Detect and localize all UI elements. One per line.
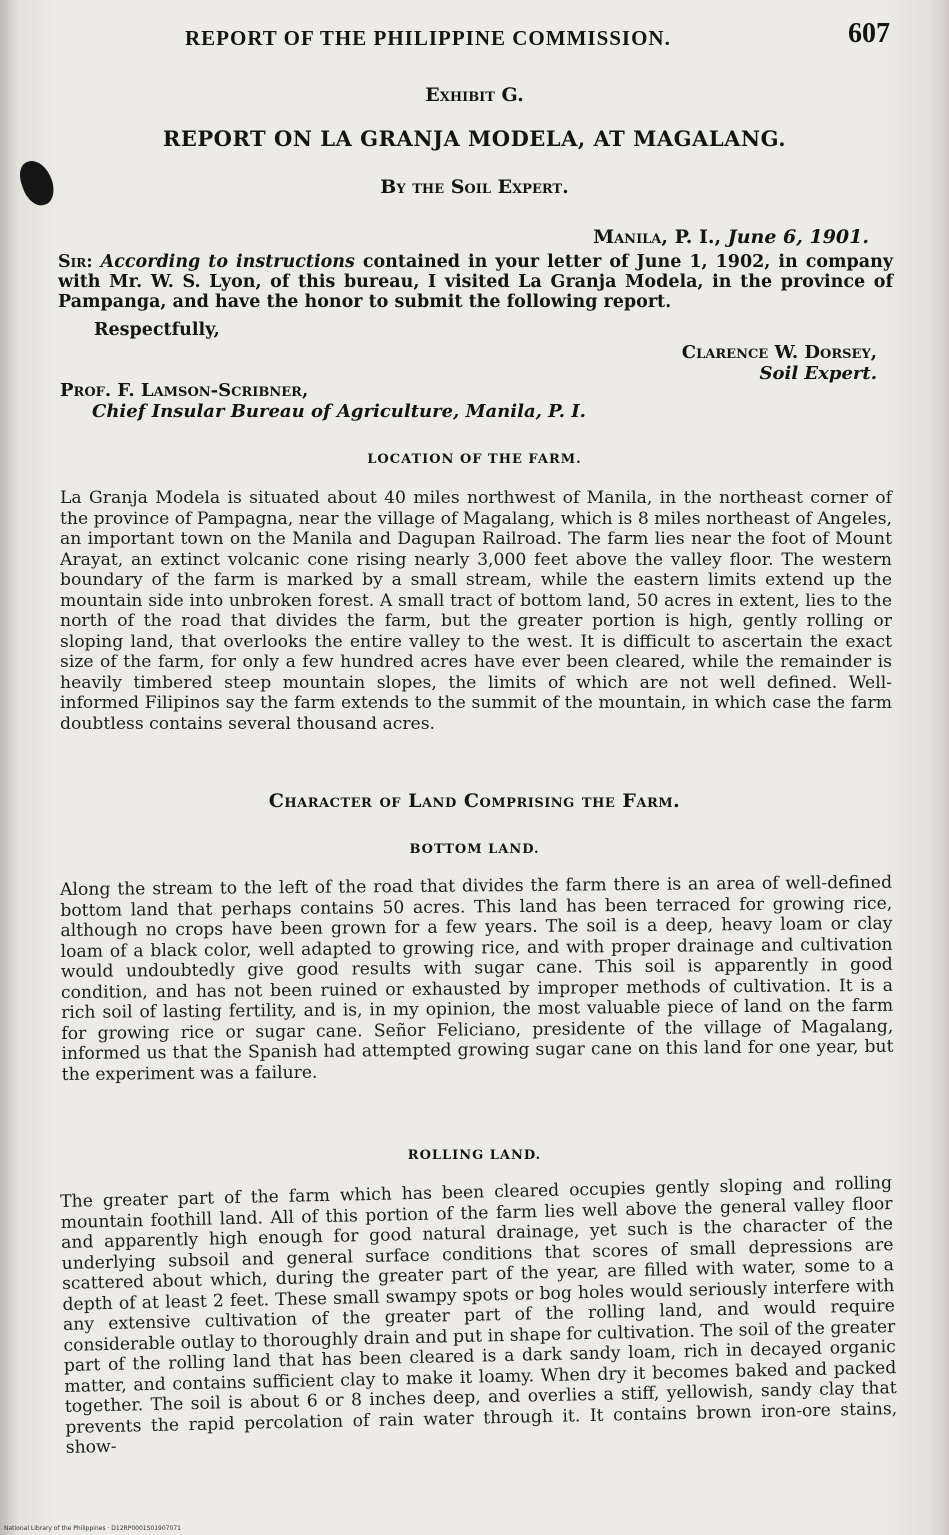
exhibit-label: Exhibit G. xyxy=(425,84,524,106)
addressee-name: Prof. F. Lamson-Scribner, xyxy=(60,380,309,401)
rolling-land-heading: ROLLING LAND. xyxy=(407,1148,542,1163)
byline: By the Soil Expert. xyxy=(380,176,569,198)
page-header xyxy=(60,18,900,64)
letter-salutation: Sir: xyxy=(58,252,93,272)
bottom-land-heading: BOTTOM LAND. xyxy=(409,842,540,857)
running-title: REPORT OF THE PHILIPPINE COMMISSION. xyxy=(185,26,671,50)
dateline-date: June 6, 1901. xyxy=(727,226,869,248)
signature-role: Soil Expert. xyxy=(759,363,877,384)
signature-block xyxy=(682,342,877,384)
scan-footer: National Library of the Philippines · D12RP0001S01907071 xyxy=(4,1525,181,1532)
location-heading: LOCATION OF THE FARM. xyxy=(367,452,582,467)
character-heading: Character of Land Comprising the Farm. xyxy=(268,790,681,812)
addressee-block xyxy=(60,380,586,422)
page-number: 607 xyxy=(848,18,890,49)
letter-body xyxy=(58,252,893,312)
signature-name: Clarence W. Dorsey, xyxy=(681,342,877,363)
dateline-place: Manila, P. I., xyxy=(593,226,722,248)
bottom-land-paragraph: Along the stream to the left of the road that divides the farm there is an area of well-defined bottom land that perhaps contains 50 acres. This land has been terraced for growing rice, although no crops have been grown for a few years. The soil is a deep, heavy loam or clay loam of a black color, well adapted to growing rice, and with proper drainage and cultivation would undoubtedly give good results with sugar cane. This soil is apparently in good condition, and has not been ruined or exhausted by improper methods of cultivation. It is a rich soil of lasting fertility, and is, in my opinion, the most valuable piece of land on the farm for growing rice or sugar cane. Señor Feliciano, presidente of the village of Magalang, informed us that the Spanish had attempted growing sugar cane on this land for one year, but the experiment was a failure. xyxy=(60,872,894,1085)
location-paragraph: La Granja Modela is situated about 40 miles northwest of Manila, in the northeast corner of the province of Pampagna, near the village of Magalang, which is 8 miles northeast of Angeles, an important town on the Manila and Dagupan Railroad. The farm lies near the foot of Mount Arayat, an extinct volcanic cone rising nearly 3,000 feet above the valley floor. The western boundary of the farm is marked by a small stream, while the eastern limits extend up the mountain side into unbroken forest. A small tract of bottom land, 50 acres in extent, lies to the north of the road that divides the farm, but the greater portion is high, gently rolling or sloping land, that overlooks the entire valley to the west. It is difficult to ascertain the exact size of the farm, for only a few hundred acres have ever been cleared, while the remainder is heavily timbered steep mountain slopes, the limits of which are not well defined. Well-informed Filipinos say the farm extends to the summit of the mountain, in which case the farm doubtless contains several thousand acres. xyxy=(60,488,892,734)
addressee-role: Chief Insular Bureau of Agriculture, Manila, P. I. xyxy=(92,401,586,422)
rolling-land-paragraph: The greater part of the farm which has been cleared occupies gently sloping and rolling mountain foothill land. All of this portion of the farm lies well above the general valley floor and apparently high enough for good natural drainage, yet such is the character of the underlying subsoil and general surface conditions that scores of small depressions are scattered about which, during the greater part of the year, are filled with water, some to a depth of at least 2 feet. These small swampy spots or bog holes would seriously interfere with any extensive cultivation of the greater part of the rolling land, and would require considerable outlay to thoroughly drain and put in shape for cultivation. The soil of the greater part of the rolling land that has been cleared is a dark sandy loam, rich in decayed organic matter, and contains sufficient clay to make it loamy. When dry it becomes baked and packed together. The soil is about 6 or 8 inches deep, and overlies a stiff, yellowish, sandy clay that prevents the rapid percolation of rain water through it. It contains brown iron-ore stains, show- xyxy=(60,1173,898,1458)
dateline xyxy=(593,226,869,248)
letter-lead: According to instructions xyxy=(100,252,355,272)
letter-closing: Respectfully, xyxy=(94,320,220,340)
report-title: REPORT ON LA GRANJA MODELA, AT MAGALANG. xyxy=(162,126,787,151)
letter-text: contained in your letter of June 1, 1902, in company with Mr. W. S. Lyon, of this bureau, I visited La Granja Modela, in the province of Pampanga, and have the honor to submit the following report. xyxy=(58,252,894,312)
